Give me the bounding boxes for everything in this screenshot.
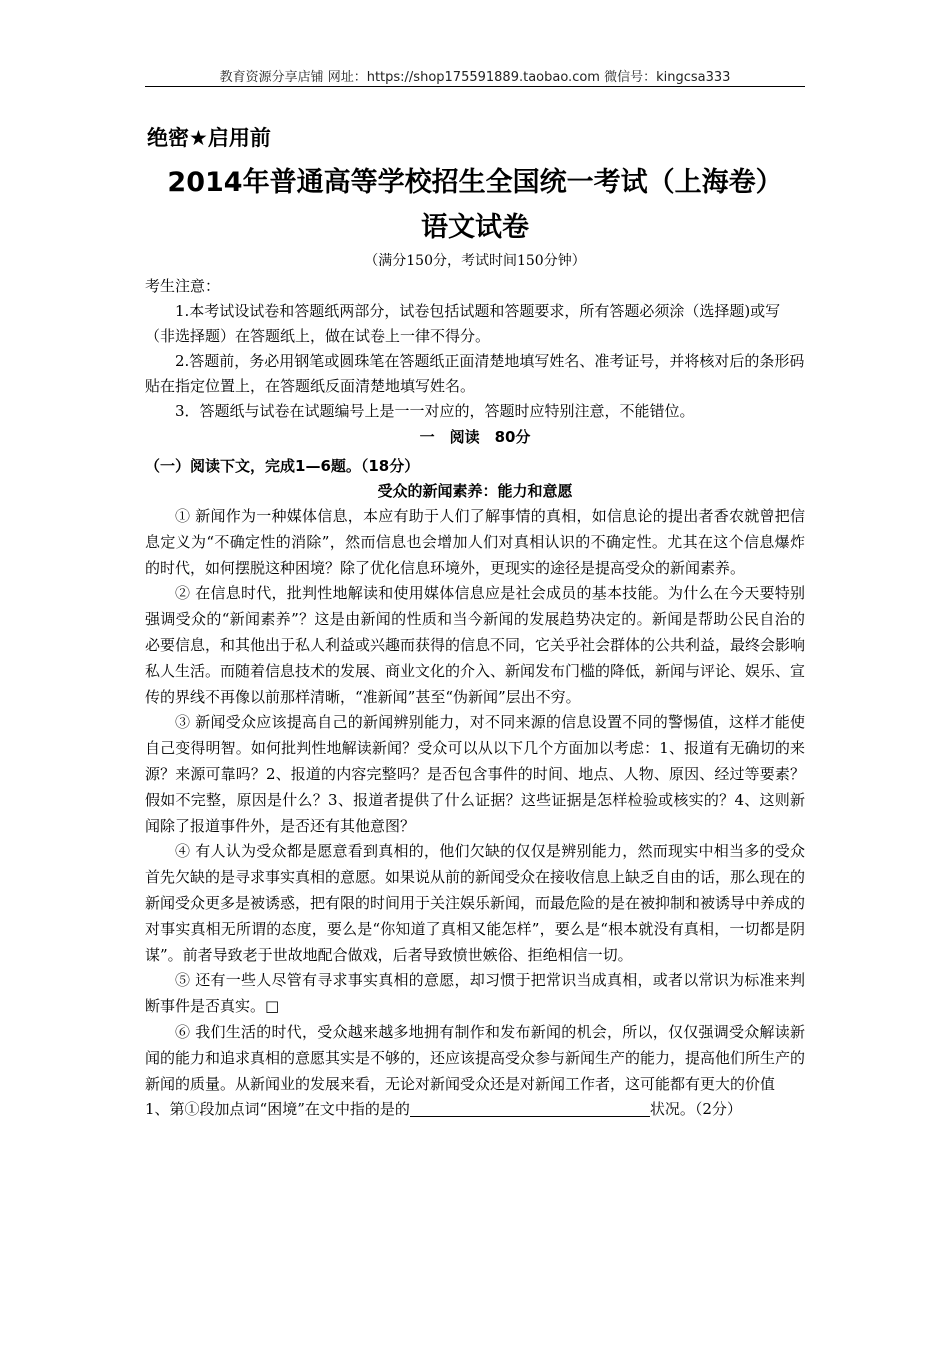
section-title: 一 阅读 80分: [419, 428, 531, 446]
article-title: 受众的新闻素养：能力和意愿: [377, 482, 573, 500]
secret-label: 绝密★启用前: [147, 126, 271, 150]
article-body: [145, 504, 805, 1097]
article-paragraph-1: ① 新闻作为一种媒体信息，本应有助于人们了解事情的真相，如信息论的提出者香农就曾把信息定义为“不确定性的消除”，然而信息也会增加人们对真相认识的不确定性。尤其在这个信息爆炸的时代，如何摆脱这种困境？除了优化信息环境外，更现实的途径是提高受众的新闻素养。: [145, 507, 805, 577]
part-title: （一）阅读下文，完成1—6题。（18分）: [145, 457, 420, 475]
notice-item-3: 3．答题纸与试卷在试题编号上是一一对应的，答题时应特别注意，不能错位。: [175, 402, 695, 420]
notice-item-1: 1.本考试设试卷和答题纸两部分，试卷包括试题和答题要求，所有答题必须涂（选择题)或写（非选择题）在答题纸上，做在试卷上一律不得分。: [145, 302, 781, 345]
article-paragraph-5: ⑤ 还有一些人尽管有寻求事实真相的意愿，却习惯于把常识当成真相，或者以常识为标准来判断事件是否真实。□: [145, 971, 805, 1016]
subject-title: 语文试卷: [421, 212, 529, 243]
question-1-prompt: 1、第①段加点词“困境”在文中指的是的: [145, 1100, 410, 1119]
article-paragraph-3: ③ 新闻受众应该提高自己的新闻辨别能力，对不同来源的信息设置不同的警惕值，这样才能使自己变得明智。如何批判性地解读新闻？受众可以从以下几个方面加以考虑：1、报道有无确切的来源？来源可靠吗？2、报道的内容完整吗？是否包含事件的时间、地点、人物、原因、经过等要素？假如不完整，原因是什么？3、报道者提供了什么证据？这些证据是怎样检验或核实的？4、这则新闻除了报道事件外，是否还有其他意图？: [145, 713, 805, 835]
article-paragraph-2: ② 在信息时代，批判性地解读和使用媒体信息应是社会成员的基本技能。为什么在今天要特别强调受众的“新闻素养”？这是由新闻的性质和当今新闻的发展趋势决定的。新闻是帮助公民自治的必要信息，和其他出于私人利益或兴趣而获得的信息不同，它关乎社会群体的公共利益，最终会影响私人生活。而随着信息技术的发展、商业文化的介入、新闻发布门槛的降低，新闻与评论、娱乐、宣传的界线不再像以前那样清晰，“准新闻”甚至“伪新闻”层出不穷。: [145, 584, 806, 706]
header-rule: [145, 86, 805, 87]
article-paragraph-6: ⑥ 我们生活的时代，受众越来越多地拥有制作和发布新闻的机会，所以，仅仅强调受众解读新闻的能力和追求真相的意愿其实是不够的，还应该提高受众参与新闻生产的能力，提高他们所生产的新闻的质量。从新闻业的发展来看，无论对新闻受众还是对新闻工作者，这可能都有更大的价值: [145, 1022, 806, 1093]
exam-content: [145, 274, 805, 1122]
score-time-line: （满分150分，考试时间150分钟）: [364, 253, 586, 269]
notice-item-2: 2.答题前，务必用钢笔或圆珠笔在答题纸正面清楚地填写姓名、准考证号，并将核对后的条形码贴在指定位置上，在答题纸反面清楚地填写姓名。: [145, 352, 805, 395]
question-1: [145, 1097, 805, 1122]
article-paragraph-4: ④ 有人认为受众都是愿意看到真相的，他们欠缺的仅仅是辨别能力，然而现实中相当多的受众首先欠缺的是寻求事实真相的意愿。如果说从前的新闻受众在接收信息上缺乏自由的话，那么现在的新闻受众更多是被诱惑，把有限的时间用于关注娱乐新闻，而最危险的是在被抑制和被诱导中养成的对事实真相无所谓的态度，要么是“你知道了真相又能怎样”，要么是“根本就没有真相，一切都是阴谋”。前者导致老于世故地配合做戏，后者导致愤世嫉俗、拒绝相信一切。: [145, 842, 806, 964]
page-header: 教育资源分享店铺 网址：https://shop175591889.taobao.com 微信号：kingcsa333: [219, 70, 731, 85]
notice-heading: 考生注意：: [145, 277, 221, 295]
question-1-suffix: 状况。（2分）: [649, 1100, 742, 1119]
exam-title: 2014年普通高等学校招生全国统一考试（上海卷）: [167, 167, 783, 198]
answer-blank[interactable]: [410, 1100, 650, 1117]
